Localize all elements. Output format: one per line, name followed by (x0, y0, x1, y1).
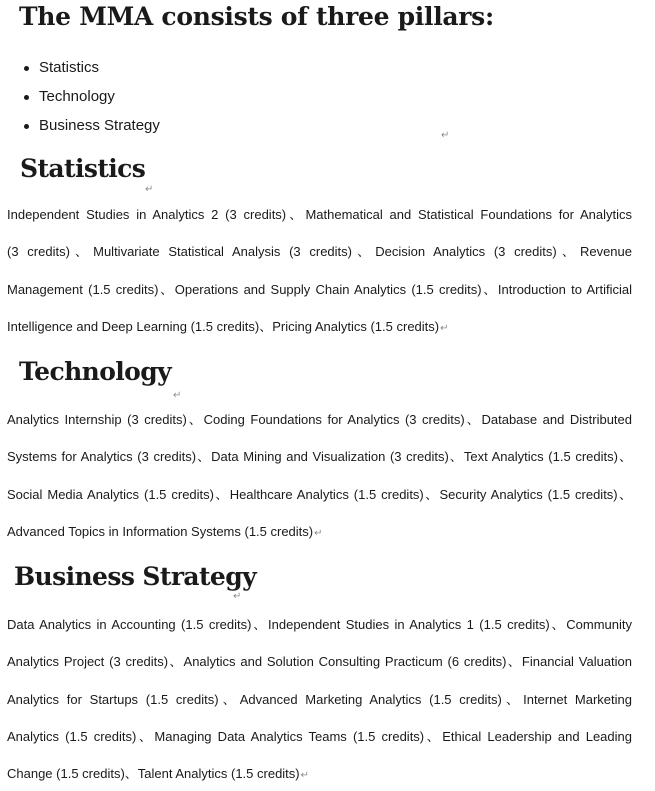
paragraph-mark-icon: ↵ (441, 130, 450, 141)
pillar-list (21, 55, 160, 142)
paragraph-line: Independent Studies in Analytics 2 (3 credits)、Mathematical and Statistical Foundations for Analytics (7, 207, 632, 222)
paragraph-mark-icon: ↵ (173, 390, 182, 401)
paragraph-line: Systems for Analytics (3 credits)、Data Mining and Visualization (3 credits)、Text Analytics (1.5 credits)、 (7, 449, 632, 464)
list-item: Business Strategy (21, 113, 160, 142)
list-item: Technology (21, 84, 160, 113)
page-title: The MMA consists of three pillars: (19, 2, 494, 31)
section-heading-statistics: Statistics (20, 154, 146, 183)
list-item: Statistics (21, 55, 160, 84)
paragraph-line: Analytics Project (3 credits)、Analytics and Solution Consulting Practicum (6 credits)、Financial Valuation (7, 654, 632, 669)
paragraph-line: Intelligence and Deep Learning (1.5 credits)、Pricing Analytics (1.5 credits)↵ (7, 319, 449, 334)
paragraph-line: Analytics Internship (3 credits)、Coding Foundations for Analytics (3 credits)、Database and Distributed (7, 412, 632, 427)
section-heading-business-strategy: Business Strategy (14, 562, 257, 591)
paragraph-line: Change (1.5 credits)、Talent Analytics (1.5 credits)↵ (7, 766, 310, 781)
paragraph-line: Data Analytics in Accounting (1.5 credits)、Independent Studies in Analytics 1 (1.5 credits)、Community (7, 617, 632, 632)
paragraph-line: (3 credits)、Multivariate Statistical Analysis (3 credits)、Decision Analytics (3 credits)、Revenue (7, 244, 632, 259)
paragraph-line: Analytics (1.5 credits)、Managing Data Analytics Teams (1.5 credits)、Ethical Leadership and Leading (7, 729, 632, 744)
paragraph-mark-icon: ↵ (440, 323, 449, 334)
paragraph-line: Social Media Analytics (1.5 credits)、Healthcare Analytics (1.5 credits)、Security Analytics (1.5 credits)、 (7, 487, 632, 502)
section-heading-technology: Technology (19, 357, 172, 386)
paragraph-mark-icon: ↵ (300, 770, 310, 781)
paragraph-line: Management (1.5 credits)、Operations and Supply Chain Analytics (1.5 credits)、Introduction to Artificial (7, 282, 632, 297)
paragraph-mark-icon: ↵ (314, 528, 323, 539)
paragraph-line: Advanced Topics in Information Systems (1.5 credits)↵ (7, 524, 323, 539)
paragraph-line: Analytics for Startups (1.5 credits)、Advanced Marketing Analytics (1.5 credits)、Internet Marketing (7, 692, 632, 707)
paragraph-mark-icon: ↵ (233, 591, 242, 602)
paragraph-mark-icon: ↵ (145, 184, 154, 195)
